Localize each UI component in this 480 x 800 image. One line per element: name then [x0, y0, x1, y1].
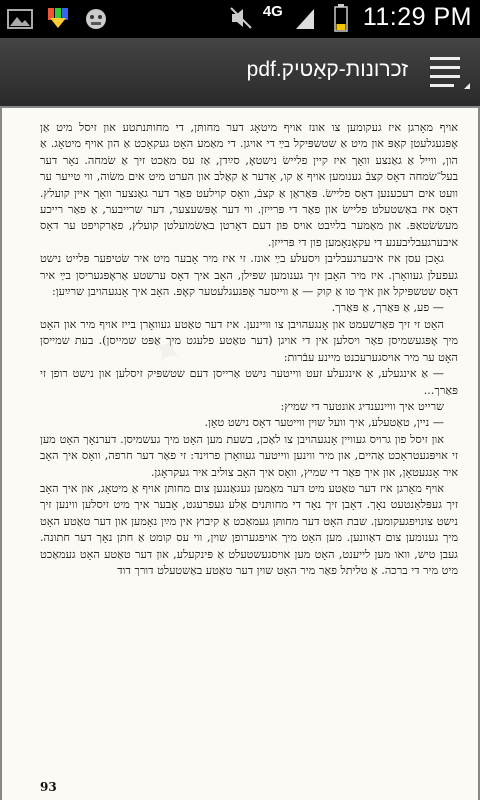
paragraph: — אַ אינגעלע, אַ אינגעלע זעט ווייטער נישט אַרייסן דעם שטשפּיק זיסלען און נישט רופן זי פּאַרך... — [40, 367, 458, 397]
network-type: 4G — [262, 3, 283, 20]
paragraph: האָט זי זיך פאַרשעמט און אָנגעהויבן צו וויינען. איז דער טאַטע געוואָרן בייז אויף מיר און האָט מיך אָפּגעשמיסן פאַר ויסלען אין די אויגן (דער טאַטע פלעגט מיך אַפּט שמייסן). בעת שמייסן האָט ער מיר אויסגערעכנט מיינע עבֿרות: — [40, 317, 458, 364]
paragraph: אויף מאָרגן איז דער טאַטע מיט דער מאַמען געגאַנגען צום מחותּן אויף אַ מיטאָג, און איך האָב זיך געפּלאָנטעט נאָך. דאָבן זיך נאָר די מחותּנים אַלע געפרעגט, אָבער איך מיט זיסלען ווינען זיך נישט צונויפגעקומען. שבת האָט דער מחותּן געמאַכט אַ קיבוץ אין מײַן נאָמען און דער טאַטע האָט מיך גענומען צום דאַוונען. מען האָט מיך אויפגערופן שוין, ווי עס קומט אַ חתן נאָך דער חתונה. געבן טיש, וואו מען לייענט, האָט מען אויסגעשטעלט אַ פּינקעלע, און דער טאַטע האָט געמאַכט מיט מיר די ברכה. אַ טליתל פאַר מיר האָט שוין דער טאַטע באַשטעלט דורך דוד — [40, 481, 458, 577]
action-bar — [0, 38, 480, 108]
download-icon — [44, 6, 72, 32]
status-bar — [0, 0, 480, 38]
battery-icon — [327, 5, 355, 31]
signal-icon — [291, 5, 319, 31]
mute-icon — [227, 5, 255, 31]
page-number: 93 — [40, 780, 57, 794]
paragraph: שרייט איך וויינענדיג אונטער די שמיץ: — [280, 399, 444, 413]
paragraph: — ניין, טאַטעלע, איך וועל שוין ווייטער דאָס נישט טאָן. — [204, 416, 444, 430]
game-controller-icon — [82, 6, 110, 32]
gallery-icon — [6, 6, 34, 32]
pdf-page[interactable] — [2, 108, 478, 800]
paragraph: — פע, אַ פּאַרך, אַ פּאַרך. — [331, 301, 444, 315]
system-icons — [227, 3, 472, 32]
paragraph: גאָכן עסן איז איבערגעבליבן ויסעלע בײַ אונז. זי איז מיר אָבער מיט איר שׂטיפער פּלייט נישט געפעלן געוואָרן. איז מיר האָבן זיך גענומען שפּילן, האָב איך דאָס ערשטע אַראָפּגעריסן בײַ איר דאָס שטשפּיקל און איך טו אַ קוק — אַ ווייסער אָפּגעגלעטער קאָפּ. האָב איך אָנגעהויבן שרײַען: — [40, 252, 458, 299]
notification-icons — [6, 6, 110, 32]
paragraph: אויף מאָרגן איז געקומען צו אונז אויף מיטאָג דער מחותּן, די מחותּנתטע און זיסל מיט אַן אָפּגעגלעטן קאַפּ און מיט אַ שטשפּיקל בײַ די אויגן. די מאַמע האָט געקאָכט אַ הון אויף מיטאָג. אַ הון, ווייל אַ גאַנצע וואָך איז קיין פליישׂ נישטאָ, סײַדן, אַז עס מאַכט זיך אַ שׂמחה. נאָר דער בעל־שׂמחה דאָס קצבֿ גענומען אויף אַ קו, אָדער אַ קאַלב און הערט מיט אים משׂוה, ווי טייער ער וועט אים רעכענען דאָס פליישׂ. פּאַראַן אַ קצבֿ, וואָס קוילעט פאַר דער גאַנצער וואָך איין קועלץ. דאָס איז באַשטעלט פליישׂ און פאַר די פּרייזן. ווי דער אָפּשעצער, דער שרייבער, אַ פאַר רייכע מעשׂשׂטאַפּ. און מאַמער בלײַבט אויס פון דעם דאָרטן באַשׂמועלטן קועלץ, פאַרקויפט ער דאָס איבערגעבליבענע די עקאָנאָמען פון די פּרייזן. — [40, 121, 458, 249]
document-viewer[interactable] — [0, 106, 480, 800]
document-title: זכרונות-קאַטיק.pdf — [246, 58, 408, 81]
watermark: ✦ — [140, 324, 198, 378]
page-text — [40, 120, 458, 579]
paragraph: און זיסל פון גרויס געוויין אָנגעהויבן צו לאַכן, בשעת מען האָט מיך געשמיסן. דערנאָך האָט מען זי אויפּגעטראָכט אַהיים, און מיר ווינען ווייטער געוואָרן פרוינד: זי פאַר דער חרפה, וואָס איך האָב איר אָנגעטאָן, און איך פאַר די שמיץ, וואָס איך האָב צוליב איר געקראָגן. — [40, 432, 458, 479]
clock: 11:29 PM — [362, 3, 472, 31]
menu-list-icon[interactable] — [424, 51, 470, 95]
